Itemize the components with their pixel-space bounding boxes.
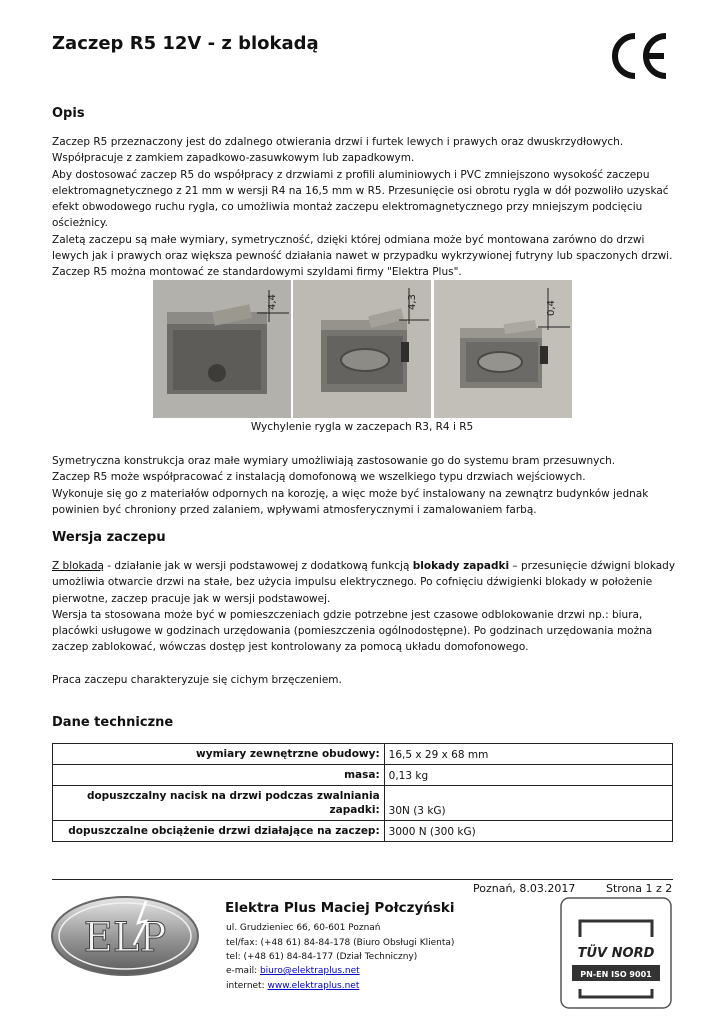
opis2-paragraph: Zaczep R5 może współpracować z instalacją domofonową we wszelkiego typu drzwiach wejściowych. <box>52 471 586 484</box>
table-row <box>53 821 673 842</box>
table-row <box>53 765 673 786</box>
footer-divider <box>52 879 673 880</box>
opis-paragraph: Aby dostosować zaczep R5 do współpracy z drzwiami z profili aluminiowych i PVC zmniejszono wysokość zaczepu elektromagnetycznego z 21 mm w wersji R4 na 16,5 mm w R5. Przesunięcie osi obrotu rygla w dół pozwoliło uzyskać efekt obwodowego ruchu rygla, co umożliwia montaż zaczepu elektromagnetycznego przy mniejszym podcięciu ościeżnicy. <box>52 168 669 230</box>
lead-rest: – przesunięcie dźwigni blokady umożliwia otwarcie drzwi na stałe, bez użycia impulsu elektrycznego. Po cofnięciu dźwigienki blokady w położenie pierwotne, zaczep pracuje jak w wersji podstawowej. <box>52 560 676 605</box>
photo-r5 <box>434 280 572 418</box>
photo-r4 <box>293 280 431 418</box>
strike-comparison-photos <box>153 280 572 418</box>
ce-mark-icon <box>608 32 672 80</box>
page-title: Zaczep R5 12V - z blokadą <box>52 33 319 54</box>
company-telfax: tel/fax: (+48 61) 84-84-178 (Biuro Obsługi Klienta) <box>226 938 455 948</box>
lead-text: - działanie jak w wersji podstawowej z dodatkową funkcją <box>103 560 413 572</box>
page-number: Strona 1 z 2 <box>606 882 673 895</box>
svg-text:ELP: ELP <box>83 915 167 961</box>
opis-paragraph: Zaczep R5 przeznaczony jest do zdalnego otwierania drzwi i furtek lewych i prawych oraz dwuskrzydłowych. Współpracuje z zamkiem zapadkowo-zasuwkowym lub zapadkowym. <box>52 136 624 165</box>
lead-bold: blokady zapadki <box>412 560 510 572</box>
table-row <box>53 744 673 765</box>
company-website: internet: www.elektraplus.net <box>226 981 360 991</box>
section-heading-wersja: Wersja zaczepu <box>52 530 166 545</box>
wersja-paragraph: Praca zaczepu charakteryzuje się cichym brzęczeniem. <box>52 673 342 686</box>
company-email: e-mail: biuro@elektraplus.net <box>226 966 360 976</box>
section-heading-dane: Dane techniczne <box>52 715 174 730</box>
photo-r3 <box>153 280 291 418</box>
footer-date: Poznań, 8.03.2017 <box>473 882 576 895</box>
company-address: ul. Grudzieniec 66, 60-601 Poznań <box>226 923 381 933</box>
table-label: wymiary zewnętrzne obudowy: <box>53 744 385 765</box>
table-label: dopuszczalne obciążenie drzwi działające na zaczep: <box>53 821 385 842</box>
opis2-text <box>52 453 677 518</box>
elektra-plus-logo-icon <box>50 893 200 978</box>
opis-paragraph: Zaletą zaczepu są małe wymiary, symetryczność, dzięki której odmiana może być montowana zarówno do drzwi lewych jak i prawych oraz większa pewność działania nawet w przypadku wykrzywionej futryny lub spaczonych drzwi. Zaczep R5 można montować ze standardowymi szyldami firmy "Elektra Plus". <box>52 233 673 279</box>
wersja-paragraph-lead <box>52 558 677 607</box>
wersja-paragraph: Wersja ta stosowana może być w pomieszczeniach gdzie potrzebne jest czasowe odblokowanie drzwi np.: biura, placówki usługowe w godzinach urzędowania (pomieszczenia ogólnodostępne). Po godzinach urzędowania można zaczep zablokować, wówczas dostęp jest kontrolowany za pomocą układu domofonowego. <box>52 608 653 654</box>
photo-caption: Wychylenie rygla w zaczepach R3, R4 i R5 <box>250 421 474 433</box>
website-link[interactable]: www.elektraplus.net <box>267 981 360 991</box>
table-row <box>53 786 673 821</box>
table-value: 30N (3 kG) <box>384 786 672 821</box>
tuv-nord-certificate-icon <box>560 897 672 1009</box>
opis2-paragraph: Symetryczna konstrukcja oraz małe wymiary umożliwiają zastosowanie go do systemu bram przesuwnych. <box>52 455 616 467</box>
section-heading-opis: Opis <box>52 106 85 121</box>
svg-text:4,4: 4,4 <box>267 294 278 310</box>
opis2-paragraph: Wykonuje się go z materiałów odpornych na korozję, a więc może być instalowany na zewnątrz budynków jednak powinien być chroniony przed zalaniem, wpływami atmosferycznymi i zamalowaniem farbą. <box>52 487 649 516</box>
technical-data-table <box>52 743 673 842</box>
table-value: 3000 N (300 kG) <box>384 821 672 842</box>
opis-text <box>52 134 677 281</box>
table-value: 0,13 kg <box>384 765 672 786</box>
svg-text:TÜV NORD: TÜV NORD <box>577 946 655 961</box>
email-link[interactable]: biuro@elektraplus.net <box>259 966 360 976</box>
lead-underlined: Z blokadą <box>52 560 104 572</box>
table-label: dopuszczalny nacisk na drzwi podczas zwalniania zapadki: <box>53 786 385 821</box>
wersja-text <box>52 558 677 688</box>
svg-text:4,3: 4,3 <box>407 294 418 310</box>
table-value: 16,5 x 29 x 68 mm <box>384 744 672 765</box>
company-tel: tel: (+48 61) 84-84-177 (Dział Techniczny) <box>226 952 418 962</box>
table-label: masa: <box>53 765 385 786</box>
company-name: Elektra Plus Maciej Połczyński <box>225 900 455 916</box>
svg-text:PN-EN ISO 9001: PN-EN ISO 9001 <box>580 970 652 979</box>
svg-text:0,4: 0,4 <box>546 300 557 316</box>
